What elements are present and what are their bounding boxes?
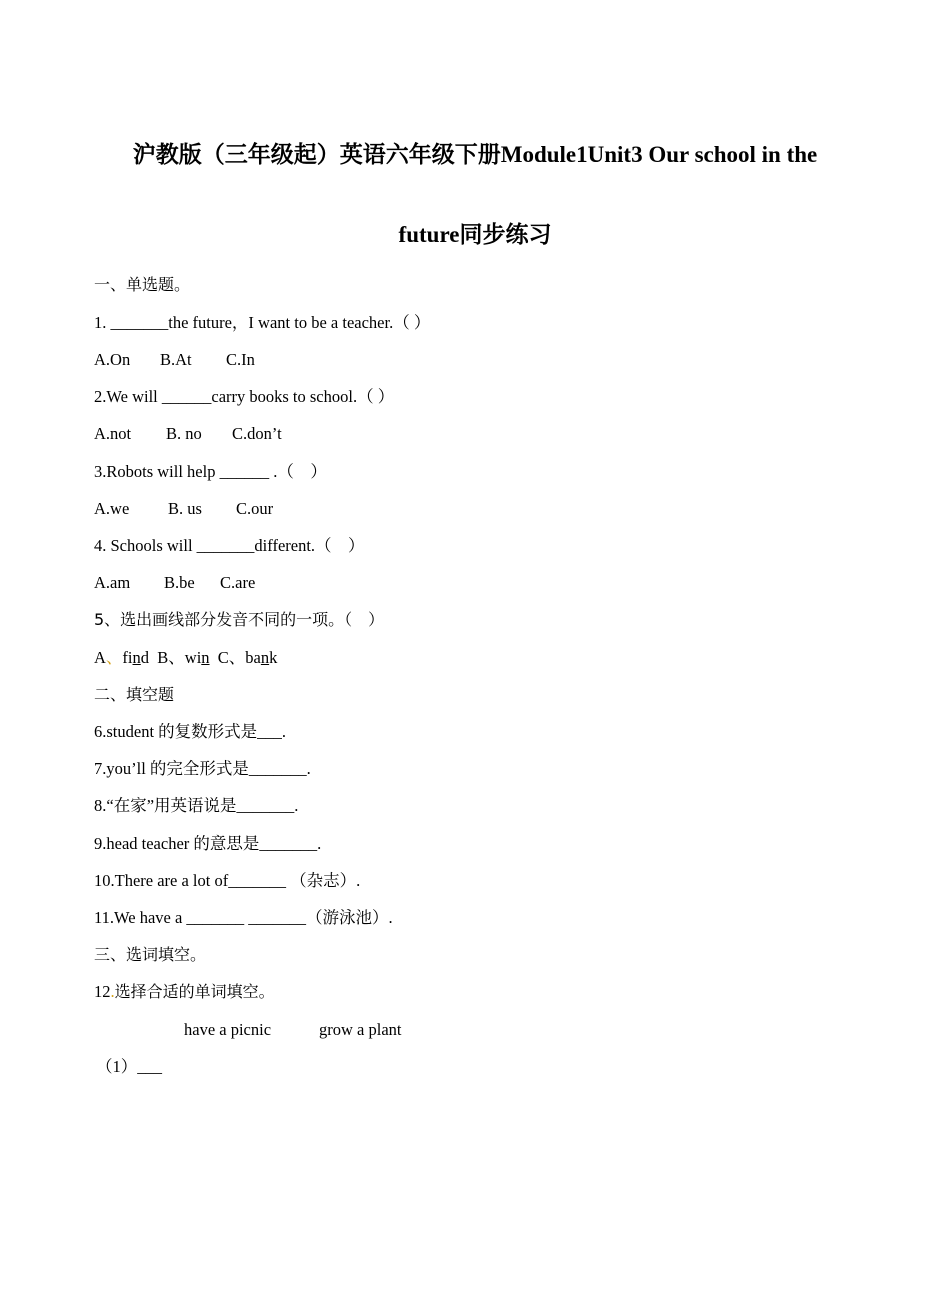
option-c-word-end: k <box>269 648 278 667</box>
question-1-options <box>94 349 255 371</box>
option-a-label: A <box>94 648 106 667</box>
question-2-options <box>94 423 282 445</box>
option-b-underlined: n <box>201 648 210 667</box>
question-10: 10.There are a lot of_______ （杂志）. <box>94 871 361 890</box>
question-12-number: 12 <box>94 982 111 1001</box>
option-b: B. no <box>166 424 202 443</box>
section-heading-fill-in: 二、填空题 <box>94 685 175 704</box>
option-a-underlined: n <box>132 648 141 667</box>
option-a: A.am <box>94 573 131 592</box>
question-5-options <box>94 647 277 669</box>
option-b: B.be <box>164 573 195 592</box>
option-b: B. us <box>168 499 202 518</box>
page-title-line-1: 沪教版（三年级起）英语六年级下册Module1Unit3 Our school in the <box>132 142 818 167</box>
page-title-line-2: future同步练习 <box>398 222 552 247</box>
section-heading-single-choice: 一、单选题。 <box>94 275 191 294</box>
option-b-word-start: wi <box>184 648 202 667</box>
option-a: A.not <box>94 424 132 443</box>
question-12-blank-1: （1）___ <box>96 1057 162 1076</box>
option-b-label: B、 <box>157 648 185 667</box>
option-a: A.we <box>94 499 130 518</box>
option-a: A.On <box>94 350 131 369</box>
question-8: 8.“在家”用英语说是_______. <box>94 796 299 815</box>
option-c-word-start: ba <box>245 648 261 667</box>
question-7: 7.you’ll 的完全形式是_______. <box>94 759 311 778</box>
question-12 <box>94 981 275 1003</box>
section-heading-word-choice: 三、选词填空。 <box>94 945 207 964</box>
option-a-mark: 、 <box>105 648 123 667</box>
question-5: 5、选出画线部分发音不同的一项。（ ） <box>94 610 385 629</box>
option-c-label: C、 <box>217 648 246 667</box>
word-bank-item-1: have a picnic <box>184 1020 272 1039</box>
word-bank <box>184 1019 401 1041</box>
option-b: B.At <box>160 350 192 369</box>
word-bank-item-2: grow a plant <box>319 1020 402 1039</box>
question-4-options <box>94 572 255 594</box>
option-a-word-end: d <box>140 648 150 667</box>
question-2: 2.We will ______carry books to school.（ ） <box>94 387 395 406</box>
question-11: 11.We have a _______ _______（游泳池）. <box>94 908 393 927</box>
question-1: 1. _______the future，I want to be a teacher.（ ） <box>94 313 431 332</box>
option-c: C.don’t <box>232 424 282 443</box>
question-9: 9.head teacher 的意思是_______. <box>94 834 322 853</box>
option-a-word-start: fi <box>122 648 133 667</box>
question-3: 3.Robots will help ______ .（ ） <box>94 462 327 481</box>
question-12-mark: . <box>110 982 115 1001</box>
question-4: 4. Schools will _______different.（ ） <box>94 536 365 555</box>
option-c: C.In <box>226 350 255 369</box>
option-c: C.are <box>220 573 256 592</box>
option-c-underlined: n <box>260 648 270 667</box>
question-12-instruction: 选择合适的单词填空。 <box>114 982 275 1001</box>
question-6: 6.student 的复数形式是___. <box>94 722 287 741</box>
question-3-options <box>94 498 273 520</box>
option-c: C.our <box>236 499 274 518</box>
